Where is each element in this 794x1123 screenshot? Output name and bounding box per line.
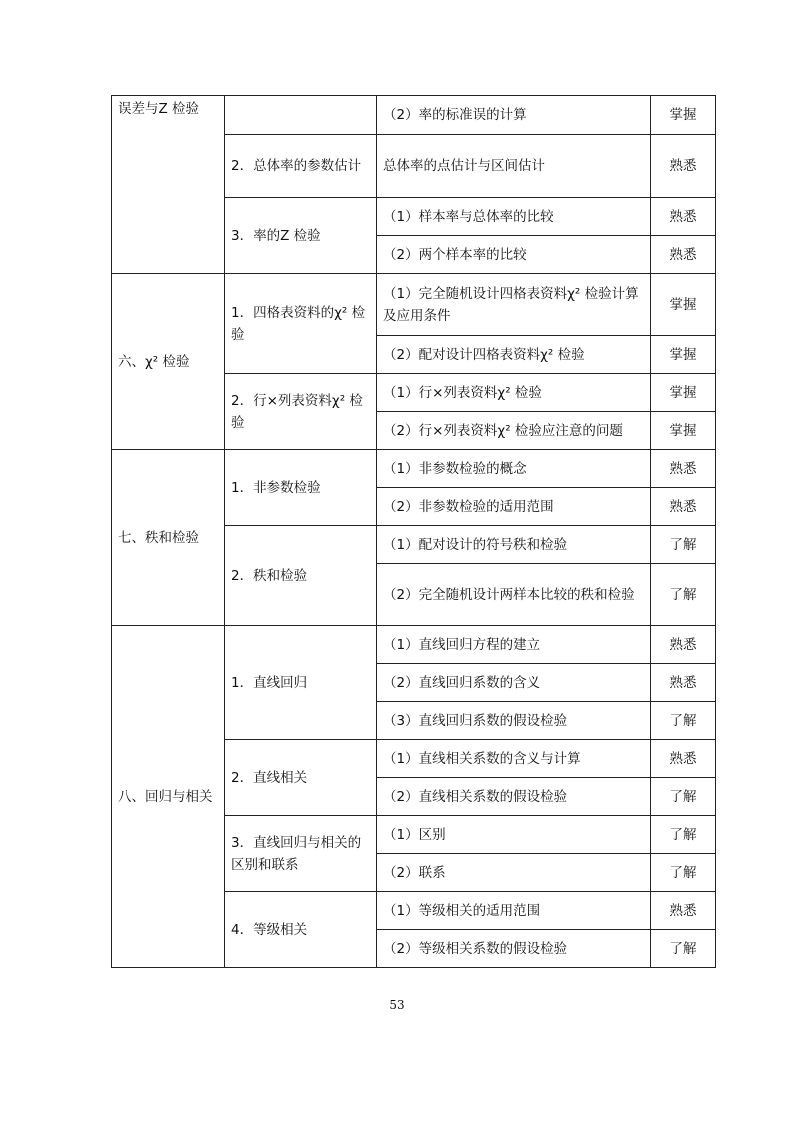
syllabus-table-body xyxy=(112,96,716,968)
topic-cell: 总体率的点估计与区间估计 xyxy=(377,135,651,198)
requirement-level-cell: 熟悉 xyxy=(651,626,716,664)
topic-cell: （2）率的标准误的计算 xyxy=(377,96,651,135)
topic-cell: （2）直线相关系数的假设检验 xyxy=(377,778,651,816)
requirement-level-cell: 了解 xyxy=(651,854,716,892)
requirement-level-cell: 掌握 xyxy=(651,336,716,374)
chapter-cell: 六、χ² 检验 xyxy=(112,274,225,450)
table-row xyxy=(112,626,716,664)
requirement-level-cell: 掌握 xyxy=(651,412,716,450)
requirement-level-cell: 熟悉 xyxy=(651,664,716,702)
topic-cell: （2）行×列表资料χ² 检验应注意的问题 xyxy=(377,412,651,450)
requirement-level-cell: 掌握 xyxy=(651,96,716,135)
topic-cell: （1）等级相关的适用范围 xyxy=(377,892,651,930)
table-row xyxy=(112,274,716,336)
requirement-level-cell: 了解 xyxy=(651,564,716,626)
requirement-level-cell: 了解 xyxy=(651,778,716,816)
requirement-level-cell: 了解 xyxy=(651,930,716,968)
requirement-level-cell: 了解 xyxy=(651,702,716,740)
requirement-level-cell: 熟悉 xyxy=(651,488,716,526)
page-number: 53 xyxy=(389,998,405,1012)
topic-cell: （2）等级相关系数的假设检验 xyxy=(377,930,651,968)
topic-cell: （2）完全随机设计两样本比较的秩和检验 xyxy=(377,564,651,626)
unit-cell: 1．四格表资料的χ² 检验 xyxy=(225,274,377,374)
topic-cell: （1）行×列表资料χ² 检验 xyxy=(377,374,651,412)
requirement-level-cell: 了解 xyxy=(651,526,716,564)
topic-cell: （1）非参数检验的概念 xyxy=(377,450,651,488)
requirement-level-cell: 熟悉 xyxy=(651,740,716,778)
requirement-level-cell: 熟悉 xyxy=(651,236,716,274)
chapter-cell: 误差与Z 检验 xyxy=(112,96,225,274)
requirement-level-cell: 了解 xyxy=(651,816,716,854)
unit-cell: 2．总体率的参数估计 xyxy=(225,135,377,198)
topic-cell: （2）联系 xyxy=(377,854,651,892)
topic-cell: （2）直线回归系数的含义 xyxy=(377,664,651,702)
table-row xyxy=(112,96,716,135)
table-row xyxy=(112,450,716,488)
topic-cell: （1）样本率与总体率的比较 xyxy=(377,198,651,236)
unit-cell xyxy=(225,96,377,135)
unit-cell: 2．直线相关 xyxy=(225,740,377,816)
syllabus-table xyxy=(111,95,716,968)
requirement-level-cell: 掌握 xyxy=(651,274,716,336)
unit-cell: 2．行×列表资料χ² 检验 xyxy=(225,374,377,450)
unit-cell: 1．直线回归 xyxy=(225,626,377,740)
topic-cell: （1）完全随机设计四格表资料χ² 检验计算及应用条件 xyxy=(377,274,651,336)
unit-cell: 4．等级相关 xyxy=(225,892,377,968)
unit-cell: 3．率的Z 检验 xyxy=(225,198,377,274)
requirement-level-cell: 熟悉 xyxy=(651,450,716,488)
topic-cell: （1）直线相关系数的含义与计算 xyxy=(377,740,651,778)
requirement-level-cell: 熟悉 xyxy=(651,135,716,198)
topic-cell: （2）两个样本率的比较 xyxy=(377,236,651,274)
requirement-level-cell: 熟悉 xyxy=(651,892,716,930)
topic-cell: （2）配对设计四格表资料χ² 检验 xyxy=(377,336,651,374)
topic-cell: （1）配对设计的符号秩和检验 xyxy=(377,526,651,564)
chapter-cell: 八、回归与相关 xyxy=(112,626,225,968)
unit-cell: 2．秩和检验 xyxy=(225,526,377,626)
topic-cell: （1）区别 xyxy=(377,816,651,854)
chapter-cell: 七、秩和检验 xyxy=(112,450,225,626)
requirement-level-cell: 熟悉 xyxy=(651,198,716,236)
topic-cell: （3）直线回归系数的假设检验 xyxy=(377,702,651,740)
topic-cell: （2）非参数检验的适用范围 xyxy=(377,488,651,526)
topic-cell: （1）直线回归方程的建立 xyxy=(377,626,651,664)
requirement-level-cell: 掌握 xyxy=(651,374,716,412)
unit-cell: 3．直线回归与相关的区别和联系 xyxy=(225,816,377,892)
unit-cell: 1．非参数检验 xyxy=(225,450,377,526)
